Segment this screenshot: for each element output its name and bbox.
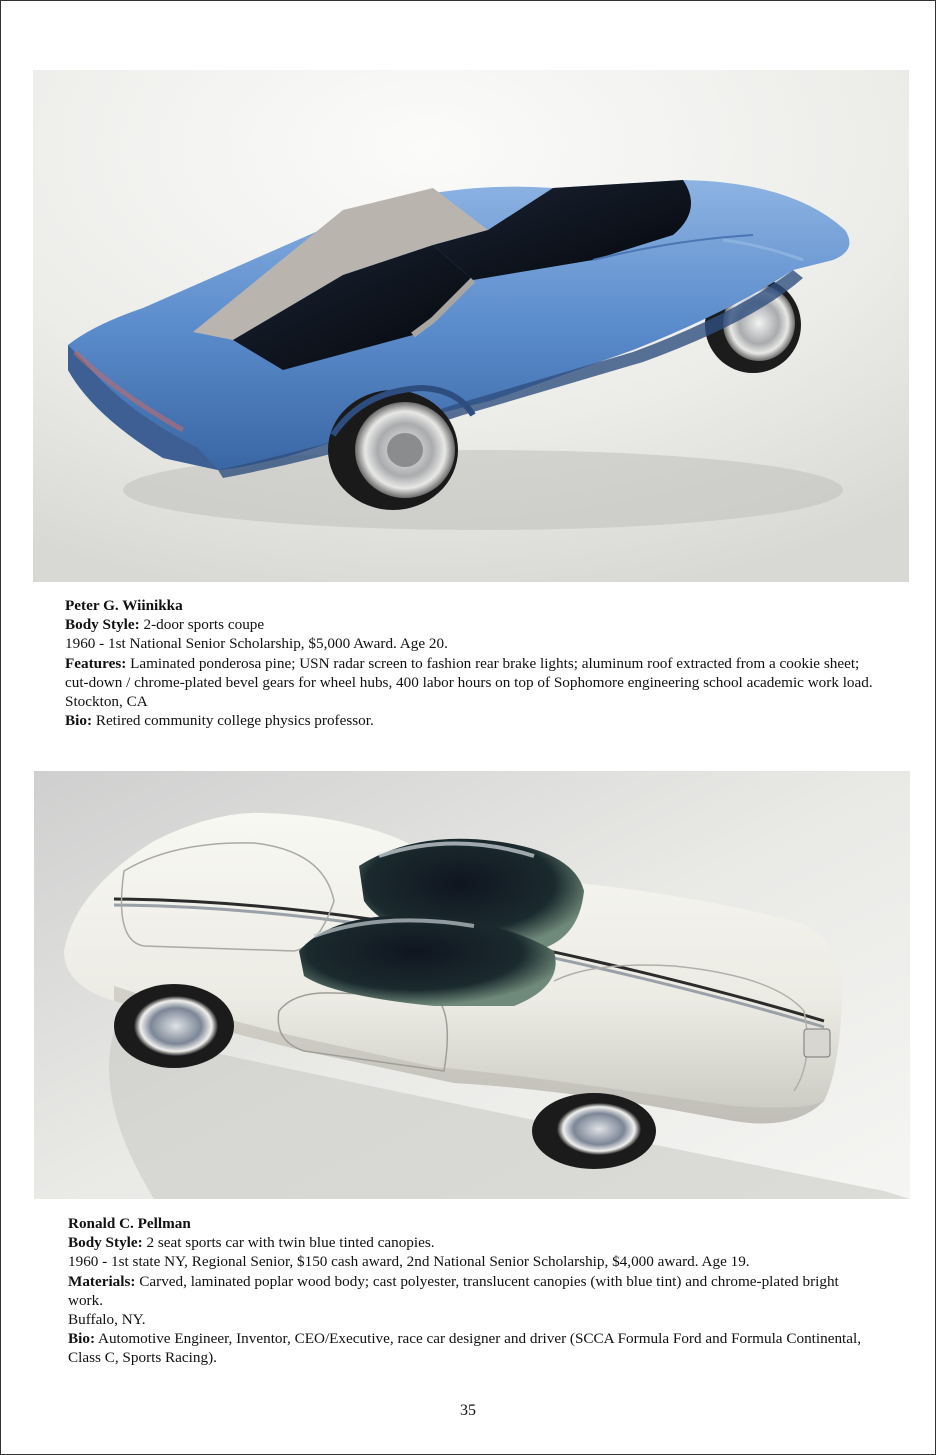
materials-label: Materials: — [68, 1272, 136, 1290]
features-label: Features: — [65, 654, 127, 672]
entry-caption-pellman — [68, 1214, 868, 1368]
white-sports-car-photo — [34, 771, 910, 1199]
body-style-value: 2-door sports coupe — [139, 616, 265, 634]
blue-coupe-photo — [33, 70, 909, 582]
bio-label: Bio: — [68, 1330, 96, 1348]
body-style-label: Body Style: — [65, 616, 140, 634]
body-style-label: Body Style: — [68, 1234, 143, 1252]
bio-value: Retired community college physics professor. — [92, 712, 374, 730]
award-line: 1960 - 1st National Senior Scholarship, $5,000 Award. Age 20. — [65, 635, 448, 653]
bio-label: Bio: — [65, 712, 93, 730]
award-line: 1960 - 1st state NY, Regional Senior, $150 cash award, 2nd National Senior Scholarship, $4,000 award. Age 19. — [68, 1253, 750, 1271]
bio-value: Automotive Engineer, Inventor, CEO/Executive, race car designer and driver (SCCA Formula Ford and Formula Continental, Class C, Sports Racing). — [68, 1330, 862, 1367]
body-style-value: 2 seat sports car with twin blue tinted canopies. — [142, 1234, 435, 1252]
location: Stockton, CA — [65, 693, 148, 711]
page-number: 35 — [460, 1402, 476, 1419]
materials-value: Carved, laminated poplar wood body; cast polyester, translucent canopies (with blue tint) and chrome-plated bright work. — [68, 1272, 839, 1309]
entry-name: Ronald C. Pellman — [68, 1215, 191, 1232]
location: Buffalo, NY. — [68, 1311, 146, 1329]
entry-caption-wiinikka — [65, 596, 885, 730]
entry-name: Peter G. Wiinikka — [65, 597, 183, 614]
features-value: Laminated ponderosa pine; USN radar screen to fashion rear brake lights; aluminum roof extracted from a cookie sheet; cut-down / chrome-plated bevel gears for wheel hubs, 400 labor hours on top of Sophomore engineering school academic work load. — [65, 654, 873, 691]
